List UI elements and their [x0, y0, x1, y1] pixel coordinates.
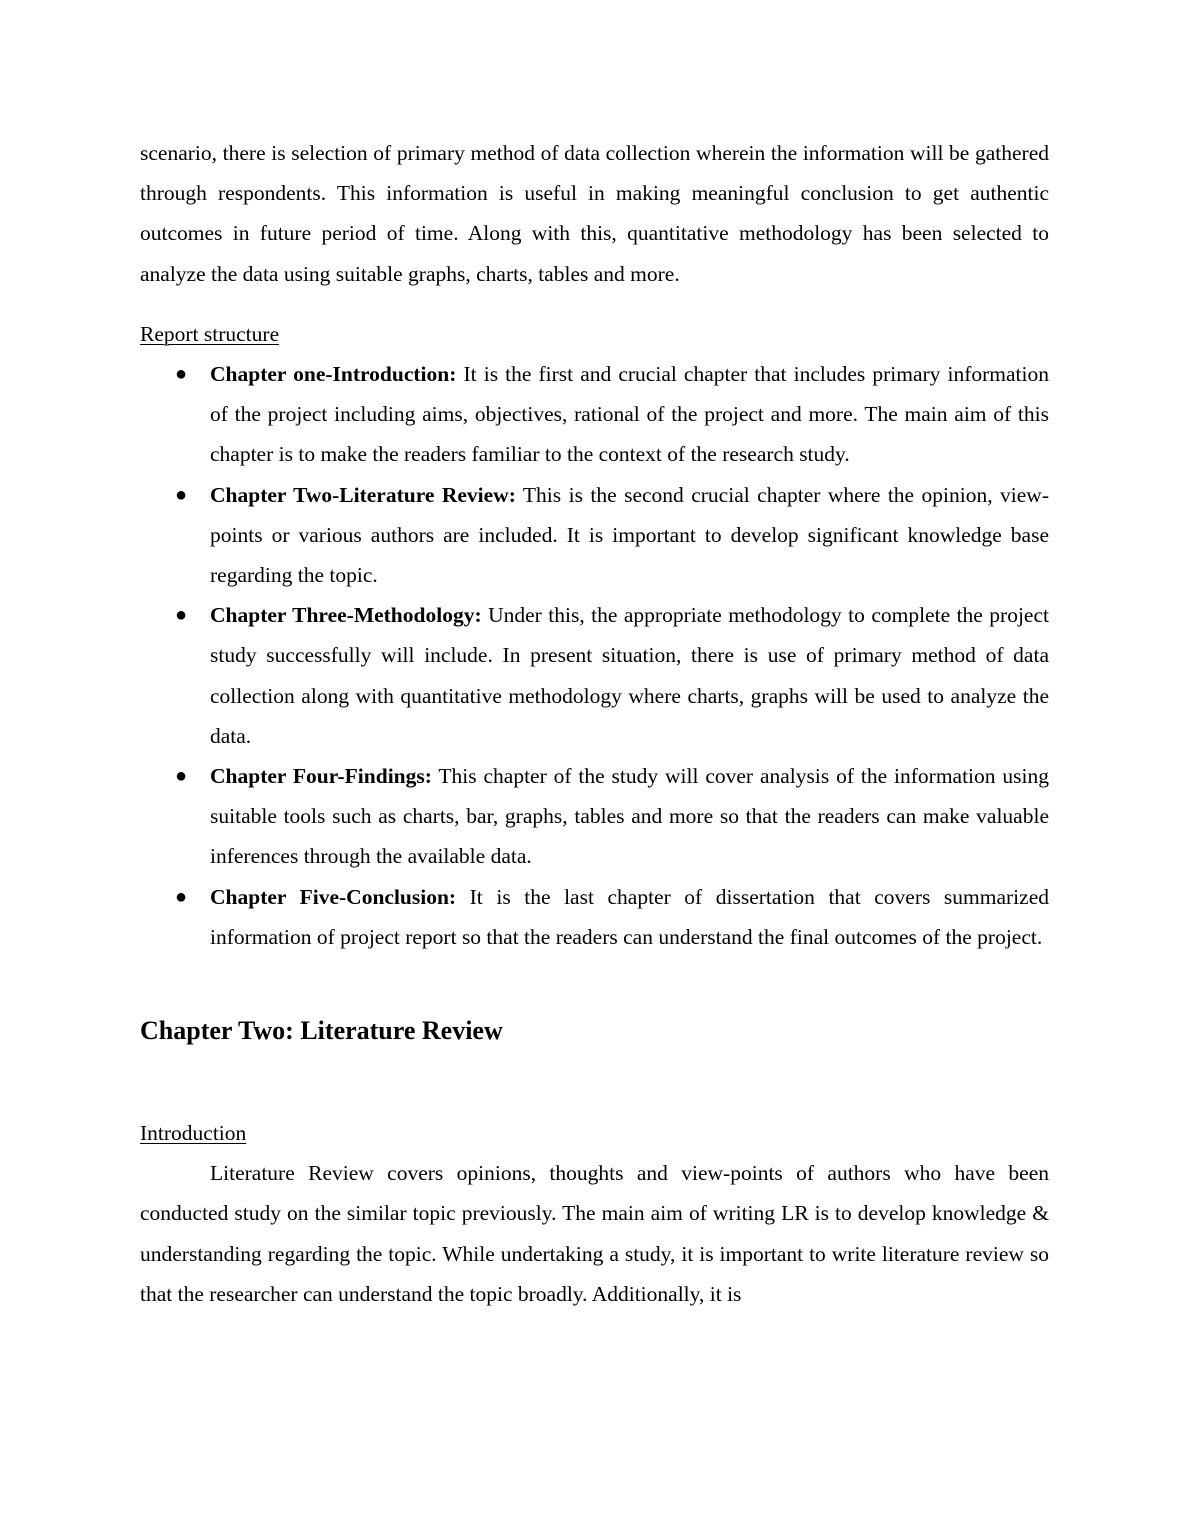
list-item-title: Chapter Two-Literature Review: [210, 482, 516, 507]
list-item [140, 475, 1049, 596]
list-item-text: It is the last chapter of dissertation that covers summarized information of project report so that the readers can understand the final outcomes of the project. [210, 884, 1049, 949]
bullet-icon: ● [175, 604, 188, 627]
intro-paragraph: scenario, there is selection of primary method of data collection wherein the information will be gathered through respondents. This information is useful in making meaningful conclusion to get authentic outcomes in future period of time. Along with this, quantitative methodology has been selected to analyze the data using suitable graphs, charts, tables and more. [140, 141, 1049, 286]
chapter-list [140, 354, 1049, 957]
literature-review-paragraph: Literature Review covers opinions, thoughts and view-points of authors who have been conducted study on the similar topic previously. The main aim of writing LR is to develop knowledge & understanding regarding the topic. While undertaking a study, it is important to write literature review so that the researcher can understand the topic broadly. Additionally, it is [140, 1161, 1049, 1306]
chapter-two-heading: Chapter Two: Literature Review [140, 1016, 503, 1046]
list-item [140, 756, 1049, 877]
list-item-title: Chapter Four-Findings: [210, 764, 432, 789]
list-item-title: Chapter Three-Methodology: [210, 603, 482, 628]
bullet-icon: ● [175, 885, 188, 908]
bullet-icon: ● [175, 765, 188, 788]
list-item-text: This is the second crucial chapter where the opinion, view-points or various authors are included. It is important to develop significant knowledge base regarding the topic. [210, 482, 1049, 588]
list-item-text: Under this, the appropriate methodology to complete the project study successfully will include. In present situation, there is use of primary method of data collection along with quantitative methodology where charts, graphs will be used to analyze the data. [210, 603, 1049, 748]
list-item-title: Chapter Five-Conclusion: [210, 884, 457, 909]
bullet-icon: ● [175, 483, 188, 506]
list-item [140, 877, 1049, 957]
introduction-subheading: Introduction [140, 1121, 247, 1146]
list-item-text: It is the first and crucial chapter that includes primary information of the project including aims, objectives, rational of the project and more. The main aim of this chapter is to make the readers familiar to the context of the research study. [210, 362, 1049, 467]
bullet-icon: ● [175, 363, 188, 386]
list-item-title: Chapter one-Introduction: [210, 362, 457, 387]
report-structure-heading: Report structure [140, 321, 280, 346]
document-page [140, 133, 1049, 1314]
list-item [140, 595, 1049, 756]
list-item [140, 354, 1049, 475]
list-item-text: This chapter of the study will cover analysis of the information using suitable tools such as charts, bar, graphs, tables and more so that the readers can make valuable inferences through the available data. [210, 764, 1049, 869]
